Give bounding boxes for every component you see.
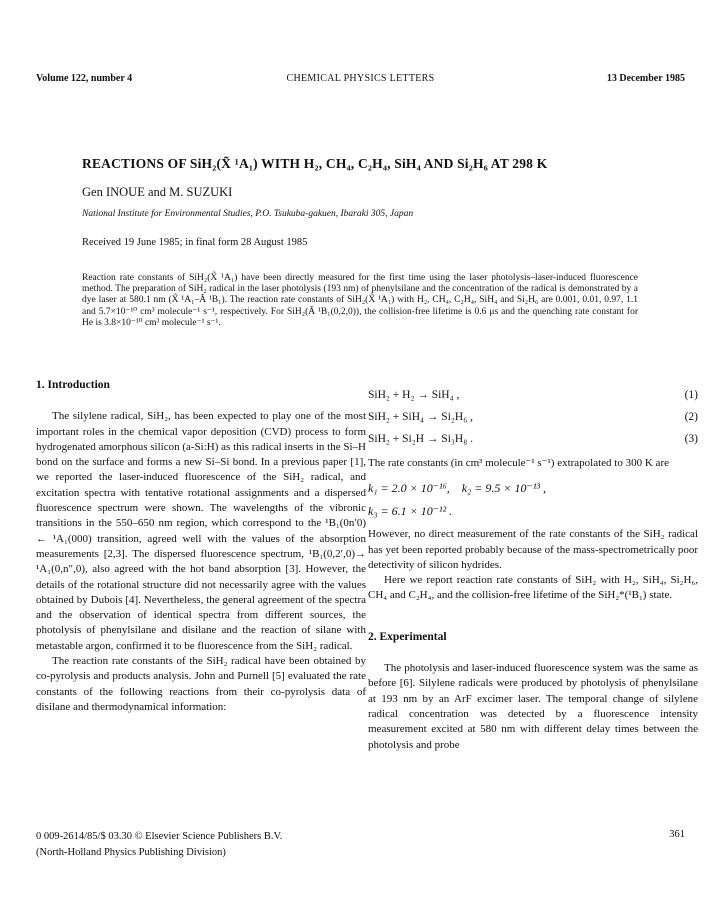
equation-text: SiH₂ + Si₂H → Si₃H₈ .: [368, 433, 473, 445]
affiliation: National Institute for Environmental Studies, P.O. Tsukuba-gakuen, Ibaraki 305, Japan: [82, 209, 414, 219]
equation-2: [368, 406, 698, 428]
equation-text: SiH₂ + H₂ → SiH₄ ,: [368, 389, 460, 401]
intro-paragraph-2: The reaction rate constants of the SiH₂ radical have been obtained by co-pyrolysis and products analysis. John and Purnell [5] evaluated the rate constants of the following reactions from their co-pyrolysis data of disilane and thermodynamical information:: [36, 655, 366, 713]
rate-k3: k₃ = 6.1 × 10⁻¹² .: [368, 504, 453, 519]
rate-constants-k3: [368, 500, 698, 523]
journal-name: CHEMICAL PHYSICS LETTERS: [286, 73, 435, 84]
equation-number: (3): [684, 433, 698, 445]
paper-title: REACTIONS OF SiH₂(X̃ ¹A₁) WITH H₂, CH₄, C₂H₄, SiH₄ AND Si₂H₆ AT 298 K: [82, 156, 548, 171]
rate-k2: k₂ = 9.5 × 10⁻¹³ ,: [461, 481, 547, 496]
publisher-division: (North-Holland Physics Publishing Division): [36, 847, 226, 858]
abstract-text: Reaction rate constants of SiH₂(X̃ ¹A₁) have been directly measured for the first time using the laser photolysis–laser-induced fluorescence method. The preparation of SiH₂ radical in the laser photolysis (193 nm) of phenylsilane and the concentration of the radical is demonstrated by a dye laser at 580.1 nm (X̃ ¹A₁–Ã ¹B₁). The reaction rate constants of SiH₂(X̃ ¹A₁) with H₂, CH₄, C₂H₄, SiH₄ and Si₂H₆ are 0.001, 0.01, 0.97, 1.1 and 5.7×10⁻¹⁰ cm³ molecule⁻¹ s⁻¹, respectively. For SiH₂(Ã ¹B₁(0,2,0)), the collision-free lifetime is 0.6 μs and the quenching rate constant for He is 3.8×10⁻¹⁰ cm³ molecule⁻¹ s⁻¹.: [82, 273, 638, 328]
experimental-section: [368, 630, 698, 753]
issue-date: 13 December 1985: [606, 73, 685, 84]
section-heading-experimental: 2. Experimental: [368, 630, 447, 643]
right-paragraph-1: However, no direct measurement of the rate constants of the SiH₂ radical has yet been reported probably because of the mass-spectrometrically poor detectivity of silicon hydrides.: [368, 528, 698, 571]
copyright-line: 0 009-2614/85/$ 03.30 © Elsevier Science Publishers B.V.: [36, 831, 283, 842]
abstract: [82, 273, 638, 329]
volume-number: Volume 122, number 4: [36, 73, 133, 84]
rate-constants-k1-k2: [368, 477, 698, 500]
page-number: 361: [669, 829, 685, 840]
equation-1: [368, 384, 698, 406]
intro-paragraph-1: The silylene radical, SiH₂, has been expected to play one of the most important roles in the chemical vapor deposition (CVD) process to form hydrogenated amorphous silicon (a-Si:H) as this radical inserts in the Si–H bond on the surface and forms a new Si–Si bond. In a previous paper [1], we reported the laser-induced fluorescence of the SiH₂ radical, and excitation spectra with tentative rotational assignments and a dispersed fluorescence spectrum were shown. The wavelengths of the vibronic transitions in the 550–650 nm region, which correspond to the ¹B₁(0n′0) ← ¹A₁(000) transition, agreed well with the values of the absorption measurements [2,3]. The dispersed fluorescence spectrum, ¹B₁(0,2′,0)→ ¹A₁(0,n″,0), also agreed with the hot band absorption [3]. However, the details of the rotational structure did not necessarily agree with the values obtained by Dubois [4]. Nevertheless, the general agreement of the spectra and the observation of identical spectra from different sources, the photolysis of phenylsilane and disilane and the reaction of silane with metastable argon, confirmed it to be fluorescence from the SiH₂ radical.: [36, 410, 366, 652]
experimental-paragraph-1: The photolysis and laser-induced fluorescence system was the same as before [6]. Silylene radicals were produced by photolysis of phenylsilane at 193 nm by an ArF excimer laser. The temporal change of silylene radical concentration was detected by a fluorescence intensity measurement excited at 580 nm with different delay times between the photolysis and probe: [368, 662, 698, 751]
authors: Gen INOUE and M. SUZUKI: [82, 185, 233, 199]
equation-number: (2): [684, 411, 698, 423]
equation-number: (1): [684, 389, 698, 401]
left-column: [36, 378, 366, 715]
equation-text: SiH₂ + SiH₄ → Si₂H₆ ,: [368, 411, 473, 423]
section-heading-introduction: 1. Introduction: [36, 379, 110, 391]
equation-3: [368, 428, 698, 450]
right-paragraph-2: Here we report reaction rate constants of SiH₂ with H₂, SiH₄, Si₂H₆, CH₄ and C₂H₄, and the collision-free lifetime of the SiH₂*(¹B₁) state.: [368, 574, 698, 602]
rate-constants-intro: The rate constants (in cm³ molecule⁻¹ s⁻¹) extrapolated to 300 K are: [368, 457, 669, 469]
received-dates: Received 19 June 1985; in final form 28 August 1985: [82, 237, 308, 248]
right-column: [368, 384, 698, 753]
copyright-footer: [36, 829, 282, 861]
rate-k1: k₁ = 2.0 × 10⁻¹⁶,: [368, 481, 450, 496]
